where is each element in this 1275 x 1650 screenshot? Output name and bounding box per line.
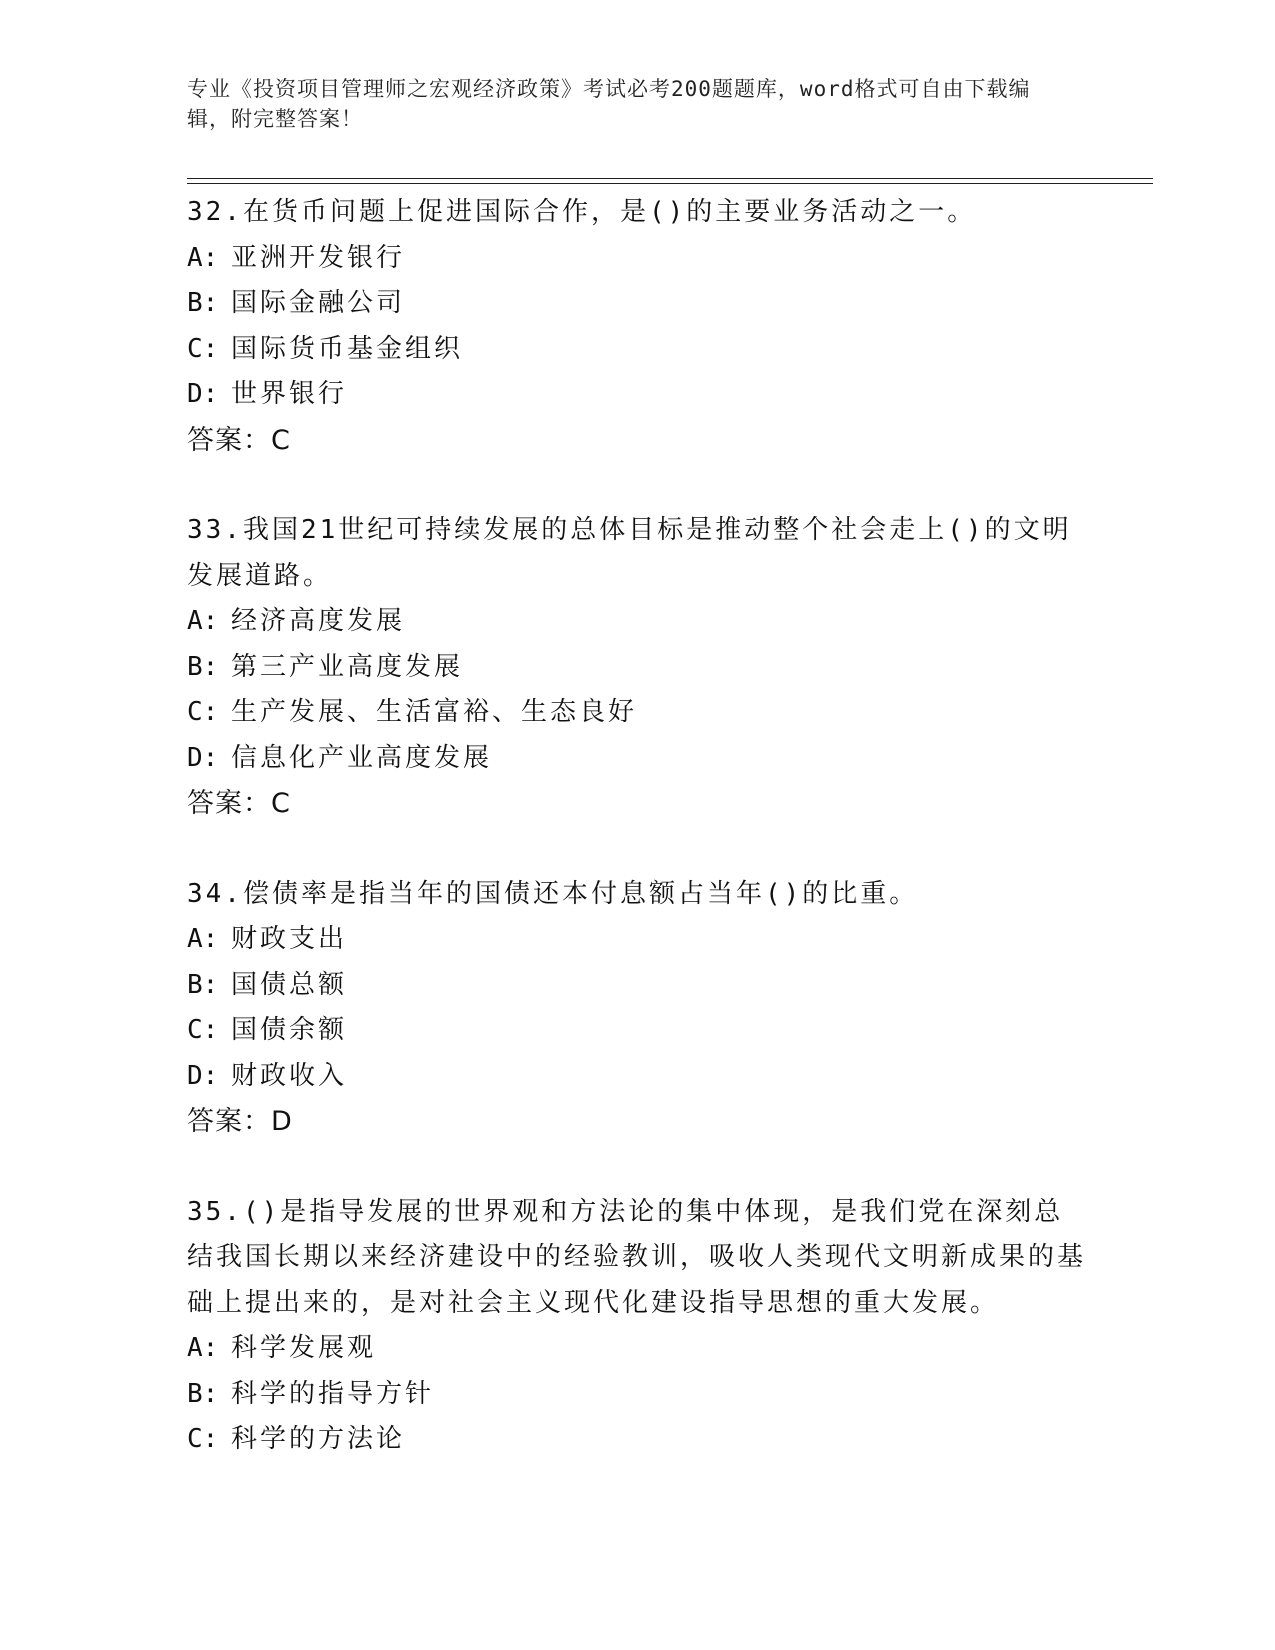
option-c (187, 1008, 1087, 1054)
question-35 (187, 1190, 1087, 1463)
option-d (187, 372, 1087, 418)
option-c (187, 690, 1087, 736)
question-32 (187, 190, 1087, 463)
answer-line: 答案：D (187, 1106, 293, 1137)
option-text: 生产发展、生活富裕、生态良好 (231, 697, 638, 727)
option-text: 国债总额 (231, 969, 348, 1000)
option-letter: A: (187, 242, 219, 273)
option-letter: C: (187, 697, 219, 727)
option-a (187, 917, 1087, 963)
option-letter: D: (187, 742, 219, 773)
option-text: 财政支出 (231, 924, 348, 954)
option-letter: D: (187, 1060, 219, 1091)
option-c (187, 1417, 1087, 1463)
header-rule-bottom (187, 183, 1153, 184)
option-a (187, 599, 1087, 645)
option-d (187, 1054, 1087, 1100)
option-letter: B: (187, 1378, 219, 1409)
option-letter: C: (187, 1015, 219, 1045)
header-rule-top (187, 178, 1153, 179)
option-b (187, 281, 1087, 327)
option-text: 国际货币基金组织 (231, 333, 464, 364)
option-letter: A: (187, 606, 219, 636)
question-stem: 33.我国21世纪可持续发展的总体目标是推动整个社会走上()的文明发展道路。 (187, 515, 1072, 591)
option-letter: B: (187, 651, 219, 682)
option-b (187, 963, 1087, 1009)
option-letter: C: (187, 1424, 219, 1454)
option-letter: B: (187, 969, 219, 1000)
option-text: 国债余额 (231, 1015, 348, 1045)
option-letter: B: (187, 288, 219, 318)
option-text: 科学发展观 (231, 1333, 377, 1363)
answer-line: 答案：C (187, 424, 291, 456)
option-text: 信息化产业高度发展 (231, 742, 493, 773)
option-text: 经济高度发展 (231, 606, 406, 636)
question-33 (187, 508, 1087, 827)
question-34 (187, 872, 1087, 1145)
option-letter: A: (187, 1333, 219, 1363)
option-text: 科学的方法论 (231, 1424, 406, 1454)
option-c (187, 327, 1087, 373)
option-letter: A: (187, 924, 219, 954)
question-list (187, 190, 1087, 1463)
question-spacer (187, 463, 1087, 508)
question-stem: 32.在货币问题上促进国际合作，是()的主要业务活动之一。 (187, 197, 977, 227)
question-stem: 35.()是指导发展的世界观和方法论的集中体现，是我们党在深刻总结我国长期以来经济建设中的经验教训，吸收人类现代文明新成果的基础上提出来的，是对社会主义现代化建设指导思想的重大发展。 (187, 1196, 1087, 1318)
question-stem: 34.偿债率是指当年的国债还本付息额占当年()的比重。 (187, 878, 919, 909)
question-spacer (187, 827, 1087, 872)
answer-line: 答案：C (187, 788, 291, 819)
option-letter: D: (187, 379, 219, 409)
option-text: 财政收入 (231, 1060, 348, 1091)
option-text: 亚洲开发银行 (231, 242, 406, 273)
option-text: 世界银行 (231, 379, 348, 409)
option-text: 第三产业高度发展 (231, 651, 464, 682)
option-b (187, 645, 1087, 691)
option-d (187, 736, 1087, 782)
option-b (187, 1372, 1087, 1418)
option-a (187, 236, 1087, 282)
document-header: 专业《投资项目管理师之宏观经济政策》考试必考200题题库，word格式可自由下载编辑，附完整答案！ (187, 77, 1031, 131)
option-text: 国际金融公司 (231, 288, 406, 318)
question-spacer (187, 1145, 1087, 1190)
option-letter: C: (187, 333, 219, 364)
option-text: 科学的指导方针 (231, 1378, 435, 1409)
option-a (187, 1326, 1087, 1372)
